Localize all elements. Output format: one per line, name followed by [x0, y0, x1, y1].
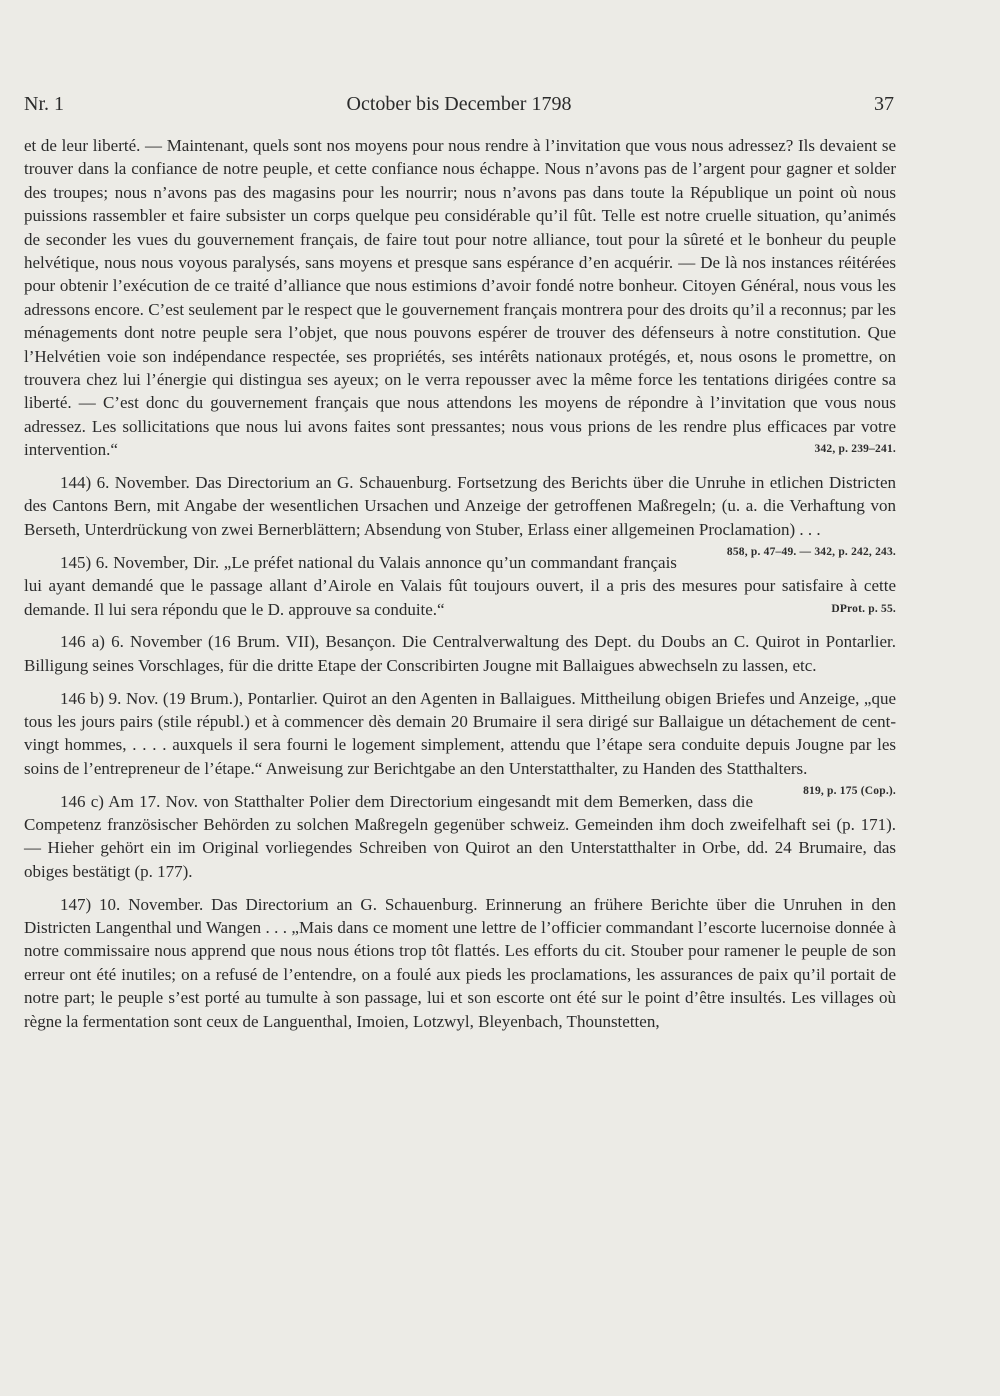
entry-147 [24, 893, 896, 1033]
entry-146a [24, 630, 896, 677]
entry-146b [24, 687, 896, 798]
source-reference: 858, p. 47–49. — 342, p. 242, 243. [726, 546, 896, 559]
paragraph-text: 145) 6. November, Dir. „Le préfet national du Valais annonce qu’un commandant français lui ayant demandé que le passage allant d’Airole en Valais fût toujours ouvert, il a pris des mesures pour satisfaire à cette demande. Il lui sera répondu que le D. approuve sa conduite.“ [24, 552, 896, 619]
source-reference: DProt. p. 55. [831, 602, 896, 615]
paragraph-text: 144) 6. November. Das Directorium an G. Schauenburg. Fortsetzung des Berichts über die Unruhe in etlichen Districten des Cantons Bern, mit Angabe der wesentlichen Ursachen und Anzeige der getroffenen Maßregeln; (u. a. die Verhaftung von Berseth, Unterdrückung von zwei Bernerblättern; Absendung von Stuber, Erlass einer allgemeinen Proclamation) . . . [24, 473, 896, 539]
paragraph-text: 146 c) Am 17. Nov. von Statthalter Polier dem Directorium eingesandt mit dem Bemerken, dass die Competenz französischer Behörden zu solchen Maßregeln gegenüber schweiz. Gemeinden ihm doch zweifelhaft sei (p. 171). — Hieher gehört ein im Original vorliegendes Schreiben von Quirot an den Unterstatthalter in Orbe, dd. 24 Brumaire, das obiges bestätigt (p. 177). [24, 791, 896, 881]
source-reference: 819, p. 175 (Cop.). [803, 785, 896, 798]
paragraph-text: et de leur liberté. — Maintenant, quels sont nos moyens pour nous rendre à l’invitation que vous nous adressez? Ils devaient se trouver dans la confiance de notre peuple, et cette confiance nous échappe. Nous n’avons pas de l’argent pour gagner et solder des troupes; nous n’avons pas des magasins pour les nourrir; nous n’avons pas dans toute la République un point où nous puissions rassembler et faire subsister un corps quelque peu considérable qu’il fût. Telle est notre cruelle situation, qu’animés de seconder les vues du gouvernement français, de faire tout pour notre alliance, tout pour la sûreté et le bonheur du peuple helvétique, nous nous voyous paralysés, sans moyens et presque sans espérance d’en acquérir. — De là nos instances réitérées pour obtenir l’exécution de ce traité d’alliance que nous estimions d’avoir fondé notre bonheur. Citoyen Général, nous vous les adressons encore. C’est seulement par le respect que le gouvernement français montrera pour des droits qu’il a reconnus; par les ménagements dont notre peuple sera l’objet, que nous pouvons espérer de trouver des défenseurs à notre constitution. Que l’Helvétien voie son indépendance respectée, ses propriétés, ses intérêts nationaux protégés, et, nous osons le promettre, on trouvera chez lui l’énergie qui distingua ses ayeux; on le verra repousser avec la même force les tentations dirigées contre sa liberté. — C’est donc du gouvernement français que nous attendons les moyens de répondre à l’invitation que vous nous adressez. Les sollicitations que nous lui avons faites sont pressantes; nous vous prions de les rendre plus efficaces par votre intervention.“ [24, 136, 896, 460]
page-title: October bis December 1798 [346, 93, 572, 115]
page-number: 37 [874, 93, 894, 115]
entry-144 [24, 471, 896, 559]
paragraph-continuation [24, 134, 896, 462]
paragraph-text: 146 a) 6. November (16 Brum. VII), Besançon. Die Centralverwaltung des Dept. du Doubs an C. Quirot in Pontarlier. Billigung seines Vorschlages, für die dritte Etape der Conscribirten Jougne mit Ballaigues abwechseln zu lassen, etc. [24, 632, 896, 675]
entry-146c [24, 790, 896, 884]
page-body [24, 134, 896, 1033]
paragraph-text: 147) 10. November. Das Directorium an G. Schauenburg. Erinnerung an frühere Berichte über die Unruhen in den Districten Langenthal und Wangen . . . „Mais dans ce moment une lettre de l’officier commandant l’escorte lucernoise donnée à notre commissaire nous apprend que nous nous étions trop tôt flattés. Les efforts du cit. Stouber pour ramener le peuple de son erreur ont été inutiles; on a refusé de l’entendre, on a foulé aux pieds les proclamations, les assurances de paix qu’il portait de notre part; le peuple s’est porté au tumulte à son passage, lui et son escorte ont été sur le point d’être insultés. Les villages où règne la fermentation sont ceux de Languenthal, Imoien, Lotzwyl, Bleyenbach, Thounstetten, [24, 894, 896, 1031]
paragraph-text: 146 b) 9. Nov. (19 Brum.), Pontarlier. Quirot an den Agenten in Ballaigues. Mittheilung obigen Briefes und Anzeige, „que tous les jours pairs (stile républ.) et à commencer dès demain 20 Brumaire il sera dirigé sur Ballaigue un détachement de cent-vingt hommes, . . . . auxquels il sera fourni le logement simplement, attendu que l’étape sera conduite depuis Jougne par les soins de l’entrepreneur de l’étape.“ Anweisung zur Berichtgabe an den Unterstatthalter, zu Handen des Statthalters. [24, 688, 896, 778]
section-number: Nr. 1 [24, 93, 64, 115]
source-reference: 342, p. 239–241. [814, 443, 896, 456]
